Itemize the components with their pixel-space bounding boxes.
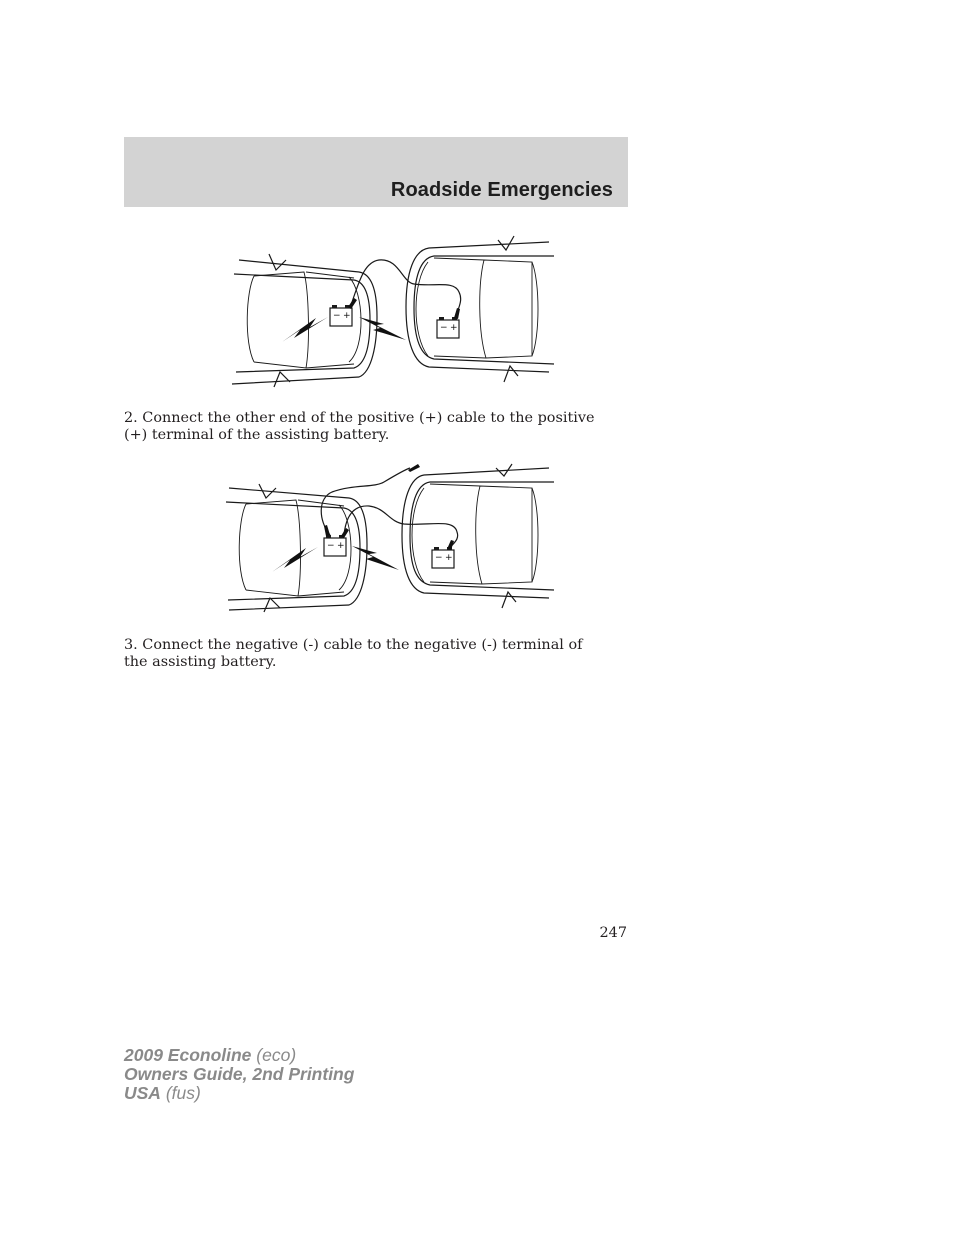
svg-text:+: + — [450, 323, 458, 333]
car-right-icon — [402, 464, 554, 608]
instruction-step-2: 2. Connect the other end of the positive (+) cable to the positive (+) terminal of the assisting battery. — [124, 410, 595, 443]
battery-icon — [437, 317, 459, 338]
svg-text:−: − — [333, 311, 341, 321]
page-number: 247 — [599, 925, 627, 941]
svg-text:+: + — [337, 541, 345, 551]
footer-line-2: Owners Guide, 2nd Printing — [124, 1064, 355, 1084]
svg-text:−: − — [440, 323, 448, 333]
battery-icon — [324, 535, 346, 556]
battery-icon — [330, 305, 352, 326]
footer-line-1: 2009 Econoline (eco) — [124, 1045, 297, 1065]
svg-text:+: + — [343, 311, 351, 321]
instruction-step-3: 3. Connect the negative (-) cable to the negative (-) terminal of the assisting battery. — [124, 637, 583, 670]
battery-icon — [432, 547, 454, 568]
car-left-icon — [232, 254, 377, 387]
document-footer — [124, 1046, 354, 1103]
jump-start-illustration — [214, 460, 559, 625]
svg-text:+: + — [445, 553, 453, 563]
car-right-icon — [406, 236, 554, 382]
svg-text:−: − — [435, 553, 443, 563]
footer-line-3: USA (fus) — [124, 1083, 201, 1103]
jump-start-diagram-2 — [214, 460, 559, 625]
jump-start-diagram-1 — [214, 232, 559, 397]
section-header-band — [124, 137, 628, 207]
section-title: Roadside Emergencies — [390, 179, 613, 201]
jump-start-illustration — [214, 232, 559, 397]
svg-text:−: − — [327, 541, 335, 551]
